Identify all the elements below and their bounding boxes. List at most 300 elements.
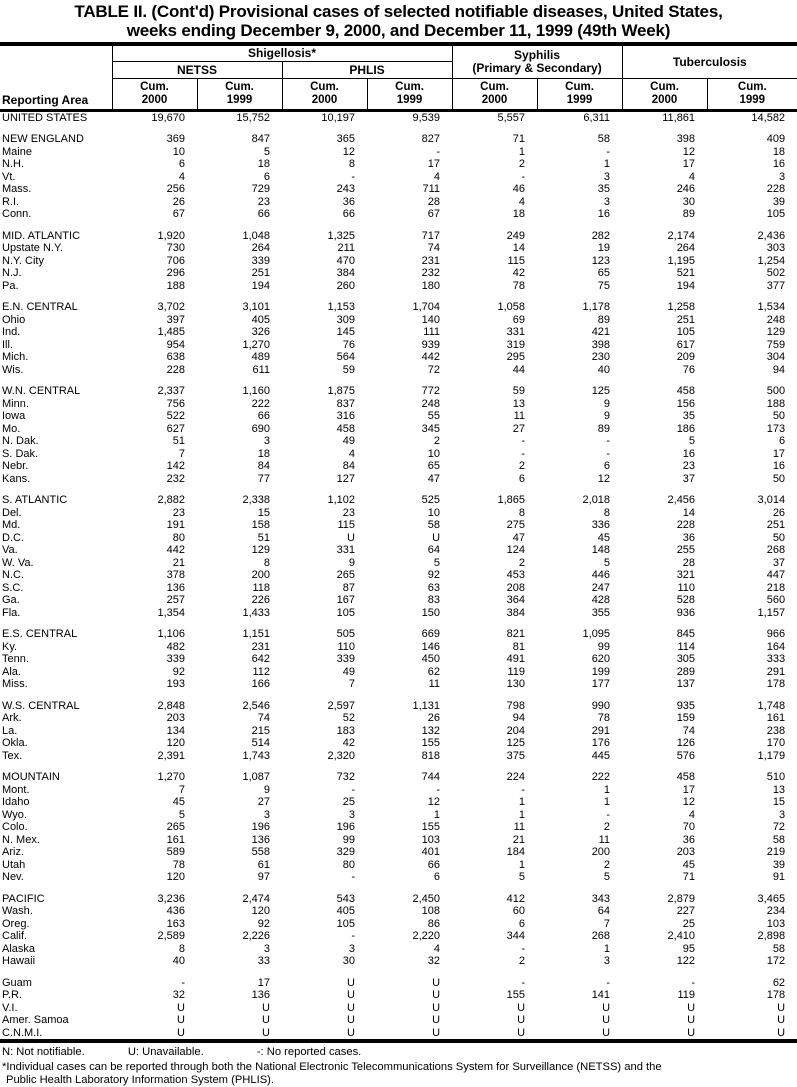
- value-cell: 282: [591, 229, 611, 242]
- reporting-area-cell: Nebr.: [2, 460, 29, 473]
- reporting-area-cell: Ohio: [2, 313, 26, 326]
- value-cell: U: [432, 1026, 441, 1039]
- value-cell: 142: [166, 460, 185, 473]
- value-cell: 1: [518, 796, 526, 809]
- value-cell: 642: [251, 653, 270, 666]
- value-cell: 690: [251, 422, 270, 435]
- value-cell: 30: [342, 955, 355, 968]
- value-cell: 2,436: [757, 229, 786, 242]
- table-row: [0, 364, 797, 377]
- value-cell: 620: [591, 653, 611, 666]
- value-cell: U: [517, 1014, 526, 1027]
- value-cell: 67: [427, 208, 441, 221]
- value-cell: 66: [257, 208, 270, 221]
- table-title-line2: weeks ending December 9, 2000, and December 11, 1999 (49th Week): [126, 20, 671, 40]
- value-cell: 384: [336, 267, 355, 280]
- table-row: [0, 557, 797, 570]
- footnote-line2: Public Health Laboratory Information System (PHLIS).: [6, 1074, 274, 1087]
- value-cell: 470: [336, 254, 355, 267]
- value-cell: 141: [591, 989, 611, 1002]
- table-row: [0, 771, 797, 784]
- value-cell: 51: [172, 435, 185, 448]
- value-cell: 18: [257, 158, 270, 171]
- value-cell: 74: [257, 712, 270, 725]
- value-cell: 265: [336, 569, 355, 582]
- value-cell: 123: [591, 254, 611, 267]
- value-cell: 12: [342, 145, 355, 158]
- section-spacer: [0, 124, 797, 133]
- reporting-area-cell: La.: [2, 724, 18, 737]
- table-row: [0, 196, 797, 209]
- value-cell: 71: [682, 871, 696, 884]
- value-cell: 4: [688, 808, 696, 821]
- value-cell: 25: [342, 796, 355, 809]
- value-cell: 939: [421, 338, 441, 351]
- value-cell: 7: [603, 917, 611, 930]
- value-cell: 257: [166, 594, 185, 607]
- value-cell: 203: [676, 846, 696, 859]
- value-cell: 224: [506, 771, 526, 784]
- value-cell: 58: [772, 942, 786, 955]
- value-cell: 21: [172, 556, 185, 569]
- value-cell: 365: [336, 133, 355, 146]
- value-cell: 129: [251, 544, 270, 557]
- value-cell: 827: [421, 133, 441, 146]
- value-cell: 6: [178, 158, 185, 171]
- reporting-area-cell: UNITED STATES: [2, 112, 88, 124]
- value-cell: 304: [766, 351, 786, 364]
- value-cell: 188: [166, 279, 185, 292]
- value-cell: 80: [172, 531, 185, 544]
- value-cell: 9: [603, 397, 611, 410]
- value-cell: 136: [166, 581, 185, 594]
- value-cell: 11,861: [662, 112, 696, 124]
- table-row: [0, 146, 797, 159]
- value-cell: 94: [772, 363, 786, 376]
- value-cell: 505: [336, 628, 355, 641]
- value-cell: 92: [172, 665, 185, 678]
- value-cell: 232: [421, 267, 441, 280]
- reporting-area-cell: W.S. CENTRAL: [2, 699, 80, 712]
- value-cell: -: [181, 976, 185, 989]
- table-row: [0, 208, 797, 221]
- table-row: [0, 653, 797, 666]
- reporting-area-cell: Maine: [2, 145, 32, 158]
- value-cell: 355: [591, 606, 611, 619]
- value-cell: 759: [766, 338, 786, 351]
- value-cell: 196: [336, 821, 355, 834]
- value-cell: 26: [772, 506, 786, 519]
- value-cell: 76: [682, 363, 696, 376]
- value-cell: 45: [172, 796, 185, 809]
- value-cell: 405: [336, 905, 355, 918]
- reporting-area-cell: Minn.: [2, 397, 29, 410]
- value-cell: -: [521, 976, 526, 989]
- value-cell: 84: [342, 460, 355, 473]
- value-cell: 3: [263, 435, 270, 448]
- reporting-area-cell: Iowa: [2, 410, 26, 423]
- reporting-area-cell: Idaho: [2, 796, 30, 809]
- reporting-area-cell: Upstate N.Y.: [2, 242, 63, 255]
- table-row: [0, 158, 797, 171]
- value-cell: 19,670: [151, 112, 185, 124]
- value-cell: 1,325: [327, 229, 355, 242]
- table-row: [0, 712, 797, 725]
- value-cell: 17: [772, 447, 786, 460]
- value-cell: 58: [597, 133, 611, 146]
- reporting-area-cell: Ark.: [2, 712, 22, 725]
- value-cell: 91: [772, 871, 786, 884]
- value-cell: 514: [251, 737, 270, 750]
- value-cell: 837: [336, 397, 355, 410]
- value-cell: 4: [688, 170, 696, 183]
- value-cell: 8: [263, 556, 270, 569]
- value-cell: 60: [512, 905, 526, 918]
- value-cell: 178: [766, 989, 786, 1002]
- reporting-area-cell: MOUNTAIN: [2, 771, 60, 784]
- value-cell: 72: [772, 821, 786, 834]
- value-cell: 51: [257, 531, 270, 544]
- value-cell: 339: [251, 254, 270, 267]
- value-cell: 543: [336, 892, 355, 905]
- table-row: [0, 230, 797, 243]
- value-cell: 94: [512, 712, 526, 725]
- value-cell: 343: [591, 892, 611, 905]
- value-cell: 2: [433, 435, 441, 448]
- value-cell: 108: [421, 905, 441, 918]
- value-cell: 178: [766, 678, 786, 691]
- reporting-area-cell: N.J.: [2, 267, 22, 280]
- value-cell: 218: [766, 581, 786, 594]
- value-cell: 115: [507, 254, 526, 267]
- value-cell: 295: [506, 351, 526, 364]
- reporting-area-cell: V.I.: [2, 1001, 18, 1014]
- value-cell: 818: [421, 749, 441, 762]
- value-cell: 291: [766, 665, 786, 678]
- value-cell: 11: [513, 410, 526, 423]
- value-cell: 103: [766, 917, 786, 930]
- value-cell: 124: [506, 544, 526, 557]
- value-cell: 164: [766, 640, 786, 653]
- value-cell: 7: [348, 678, 355, 691]
- value-cell: 339: [336, 653, 355, 666]
- table-row: [0, 871, 797, 884]
- footnote-line1: *Individual cases can be reported through both the National Electronic Telecommunications System for Surveillance (NETSS) and the: [2, 1061, 662, 1074]
- value-cell: 50: [772, 472, 786, 485]
- value-cell: 69: [512, 313, 526, 326]
- value-cell: 155: [421, 737, 441, 750]
- value-cell: U: [517, 1001, 526, 1014]
- value-cell: 7: [178, 447, 185, 460]
- value-cell: 125: [506, 737, 526, 750]
- table-row: [0, 494, 797, 507]
- value-cell: U: [517, 1026, 526, 1039]
- value-cell: 159: [676, 712, 696, 725]
- value-cell: 200: [591, 846, 611, 859]
- value-cell: 384: [506, 606, 526, 619]
- value-cell: 12: [427, 796, 441, 809]
- table-row: [0, 821, 797, 834]
- table-row: [0, 641, 797, 654]
- value-cell: 8: [178, 942, 185, 955]
- table-row: [0, 1002, 797, 1015]
- table-row: [0, 410, 797, 423]
- value-cell: 2: [603, 821, 611, 834]
- value-cell: 180: [421, 279, 441, 292]
- value-cell: -: [436, 783, 441, 796]
- table-body: [0, 111, 797, 1041]
- value-cell: U: [432, 531, 441, 544]
- value-cell: 66: [342, 208, 355, 221]
- value-cell: 167: [336, 594, 355, 607]
- reporting-area-cell: E.N. CENTRAL: [2, 301, 78, 314]
- value-cell: 62: [772, 976, 786, 989]
- value-cell: 421: [591, 326, 611, 339]
- value-cell: 522: [166, 410, 185, 423]
- value-cell: 6,311: [583, 112, 611, 124]
- value-cell: 4: [178, 170, 185, 183]
- value-cell: -: [521, 435, 526, 448]
- value-cell: 4: [433, 170, 441, 183]
- value-cell: 10: [427, 447, 441, 460]
- value-cell: 1,270: [242, 338, 270, 351]
- table-row: [0, 809, 797, 822]
- reporting-area-cell: N. Dak.: [2, 435, 39, 448]
- value-cell: U: [777, 1001, 786, 1014]
- reporting-area-cell: S. ATLANTIC: [2, 494, 68, 507]
- table-row: [0, 133, 797, 146]
- value-cell: 12: [597, 472, 611, 485]
- value-cell: 247: [591, 581, 611, 594]
- table-row: [0, 943, 797, 956]
- value-cell: 72: [427, 363, 441, 376]
- value-cell: 3,101: [242, 301, 270, 314]
- reporting-area-cell: Ky.: [2, 640, 18, 653]
- value-cell: 92: [257, 917, 270, 930]
- value-cell: 1,433: [242, 606, 270, 619]
- value-cell: 268: [766, 544, 786, 557]
- value-cell: 3,014: [757, 494, 786, 507]
- value-cell: U: [687, 1014, 696, 1027]
- value-cell: 339: [166, 653, 185, 666]
- reporting-area-cell: Mont.: [2, 783, 30, 796]
- tuberculosis-group-header: Tuberculosis: [622, 44, 797, 79]
- reporting-area-cell: Mass.: [2, 183, 32, 196]
- value-cell: 398: [591, 338, 611, 351]
- value-cell: 6: [263, 170, 270, 183]
- section-spacer: [0, 221, 797, 230]
- value-cell: 611: [252, 363, 270, 376]
- table-row: [0, 398, 797, 411]
- value-cell: 331: [336, 544, 355, 557]
- value-cell: 39: [772, 195, 786, 208]
- value-cell: 4: [433, 942, 441, 955]
- reporting-area-cell: P.R.: [2, 989, 22, 1002]
- value-cell: 14,582: [751, 112, 786, 124]
- value-cell: -: [521, 942, 526, 955]
- table-header: [0, 44, 797, 111]
- value-cell: 10: [172, 145, 185, 158]
- value-cell: 1: [603, 783, 611, 796]
- value-cell: 4: [518, 195, 526, 208]
- value-cell: -: [606, 447, 611, 460]
- value-cell: 59: [342, 363, 355, 376]
- value-cell: 521: [676, 267, 696, 280]
- value-cell: 89: [682, 208, 696, 221]
- value-cell: 248: [421, 397, 441, 410]
- table-row: [0, 544, 797, 557]
- value-cell: 35: [597, 183, 611, 196]
- value-cell: 231: [251, 640, 270, 653]
- value-cell: 26: [427, 712, 441, 725]
- reporting-area-cell: Oreg.: [2, 917, 30, 930]
- value-cell: 6: [603, 460, 611, 473]
- legend-unavailable: U: Unavailable.: [127, 1045, 204, 1058]
- value-cell: -: [691, 976, 696, 989]
- value-cell: 23: [257, 195, 270, 208]
- value-cell: 255: [676, 544, 696, 557]
- value-cell: 1: [518, 808, 526, 821]
- value-cell: 66: [427, 858, 441, 871]
- value-cell: 16: [682, 447, 696, 460]
- value-cell: 489: [251, 351, 270, 364]
- table-row: [0, 267, 797, 280]
- value-cell: U: [177, 1014, 185, 1027]
- section-spacer: [0, 292, 797, 301]
- value-cell: -: [521, 783, 526, 796]
- value-cell: 146: [421, 640, 441, 653]
- value-cell: 706: [166, 254, 185, 267]
- value-cell: 369: [166, 133, 185, 146]
- value-cell: 158: [251, 519, 270, 532]
- value-cell: 119: [507, 665, 526, 678]
- reporting-area-cell: C.N.M.I.: [2, 1026, 43, 1039]
- value-cell: 45: [597, 531, 611, 544]
- value-cell: U: [777, 1026, 786, 1039]
- value-cell: U: [262, 1014, 270, 1027]
- value-cell: 156: [676, 397, 696, 410]
- value-cell: 1,160: [242, 385, 270, 398]
- value-cell: 40: [172, 955, 185, 968]
- value-cell: 23: [172, 506, 185, 519]
- value-cell: 1,087: [242, 771, 270, 784]
- value-cell: U: [687, 1026, 696, 1039]
- value-cell: 80: [342, 858, 355, 871]
- value-cell: 2,456: [667, 494, 696, 507]
- value-cell: 166: [251, 678, 270, 691]
- value-cell: 226: [251, 594, 270, 607]
- value-cell: 19: [597, 242, 611, 255]
- value-cell: 3,465: [757, 892, 786, 905]
- value-cell: 966: [766, 628, 786, 641]
- reporting-area-cell: Guam: [2, 976, 32, 989]
- value-cell: 140: [421, 313, 441, 326]
- value-cell: 2,410: [667, 930, 696, 943]
- legend-no-reported-cases: -: No reported cases.: [256, 1045, 362, 1058]
- value-cell: 92: [427, 569, 441, 582]
- value-cell: 377: [766, 279, 786, 292]
- value-cell: 772: [421, 385, 441, 398]
- value-cell: 27: [512, 422, 526, 435]
- value-cell: 2,226: [242, 930, 270, 943]
- reporting-area-cell: Ala.: [2, 665, 21, 678]
- section-spacer: [0, 762, 797, 771]
- value-cell: 87: [342, 581, 355, 594]
- table-row: [0, 171, 797, 184]
- table-row: [0, 569, 797, 582]
- value-cell: 405: [251, 313, 270, 326]
- value-cell: 15: [257, 506, 270, 519]
- value-cell: 1: [518, 858, 526, 871]
- value-cell: 134: [166, 724, 185, 737]
- value-cell: 13: [772, 783, 786, 796]
- col-header-syphilis-2000: Cum. 2000: [452, 79, 537, 111]
- value-cell: 3: [348, 808, 355, 821]
- table-row: [0, 326, 797, 339]
- value-cell: 64: [597, 905, 611, 918]
- value-cell: 251: [766, 519, 786, 532]
- value-cell: 99: [597, 640, 611, 653]
- value-cell: 122: [676, 955, 696, 968]
- value-cell: 1,179: [757, 749, 786, 762]
- value-cell: 14: [512, 242, 526, 255]
- value-cell: 39: [772, 858, 786, 871]
- value-cell: 155: [421, 821, 441, 834]
- value-cell: 18: [257, 447, 270, 460]
- netss-phlis-footnote: [0, 1058, 797, 1087]
- value-cell: 118: [252, 581, 270, 594]
- value-cell: 78: [597, 712, 611, 725]
- value-cell: 5: [603, 871, 611, 884]
- value-cell: 2,898: [757, 930, 786, 943]
- value-cell: 120: [251, 905, 270, 918]
- table-row: [0, 750, 797, 763]
- value-cell: 305: [676, 653, 696, 666]
- value-cell: 336: [591, 519, 611, 532]
- value-cell: -: [606, 435, 611, 448]
- value-cell: 2: [518, 955, 526, 968]
- value-cell: 10,197: [321, 112, 355, 124]
- value-cell: 136: [251, 989, 270, 1002]
- value-cell: -: [351, 871, 355, 884]
- value-cell: 1,102: [327, 494, 355, 507]
- value-cell: 76: [342, 338, 355, 351]
- table-row: [0, 255, 797, 268]
- col-header-phlis-1999: Cum. 1999: [367, 79, 452, 111]
- value-cell: 3: [263, 808, 270, 821]
- value-cell: 627: [166, 422, 185, 435]
- value-cell: 249: [506, 229, 526, 242]
- value-cell: U: [687, 1001, 696, 1014]
- table-row: [0, 385, 797, 398]
- value-cell: 412: [506, 892, 526, 905]
- value-cell: 65: [597, 267, 611, 280]
- value-cell: U: [777, 1014, 786, 1027]
- value-cell: 105: [336, 917, 355, 930]
- value-cell: 935: [676, 699, 696, 712]
- value-cell: 200: [251, 569, 270, 582]
- table-row: [0, 989, 797, 1002]
- value-cell: 525: [421, 494, 441, 507]
- value-cell: 11: [513, 821, 526, 834]
- value-cell: 1,748: [757, 699, 786, 712]
- value-cell: 9,539: [412, 112, 441, 124]
- value-cell: 344: [506, 930, 526, 943]
- value-cell: 2,450: [412, 892, 441, 905]
- value-cell: 81: [512, 640, 526, 653]
- value-cell: 8: [518, 506, 526, 519]
- value-cell: 1,920: [157, 229, 185, 242]
